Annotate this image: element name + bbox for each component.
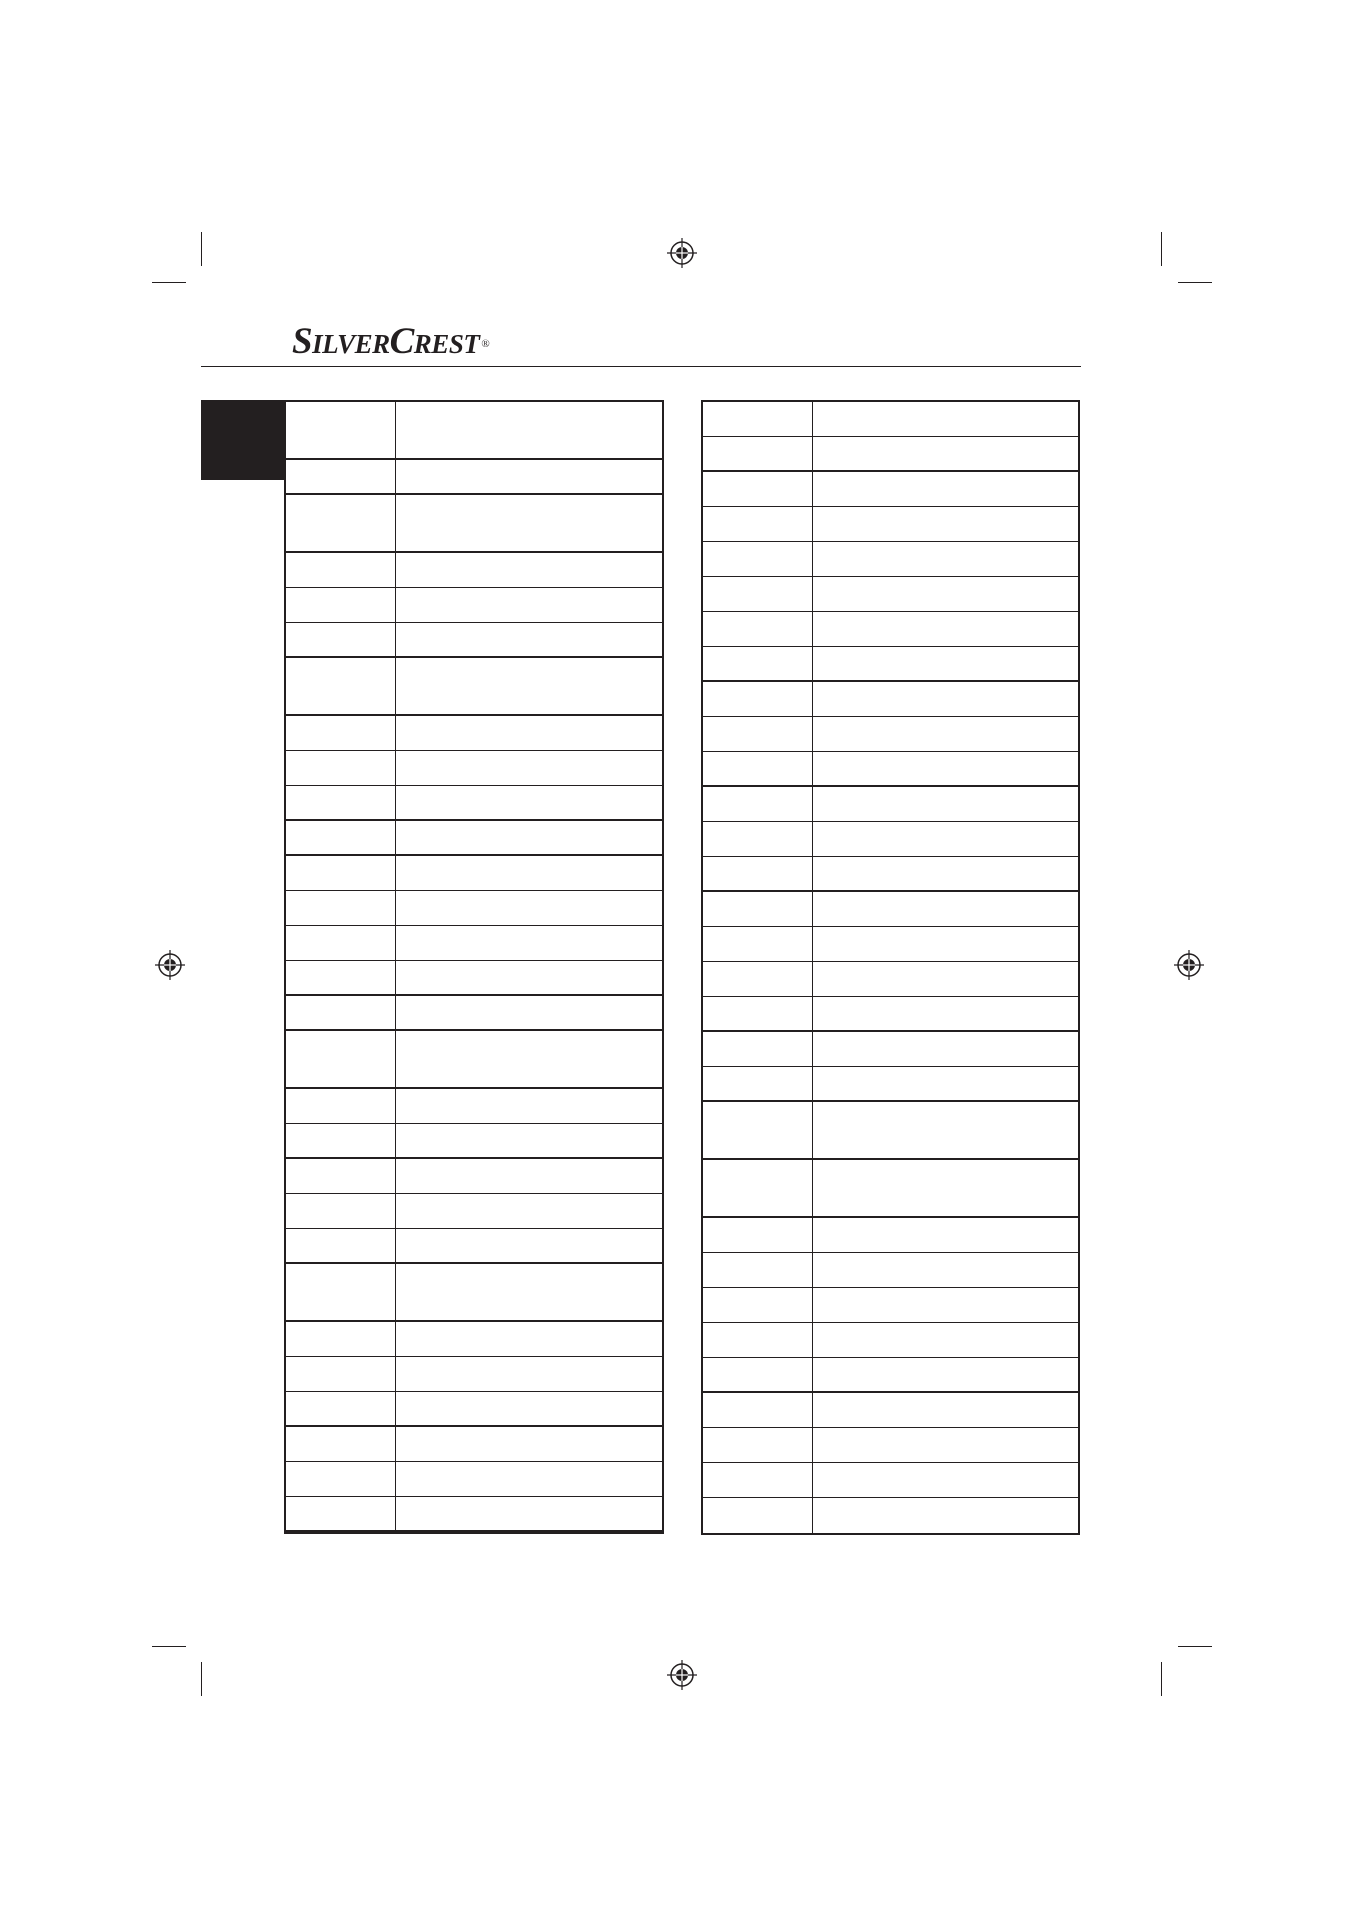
table-row — [286, 1392, 662, 1427]
table-cell-term — [703, 1218, 813, 1252]
table-cell-translation — [813, 472, 1078, 506]
table-cell-translation — [396, 1264, 662, 1320]
table-cell-term — [703, 577, 813, 611]
table-cell-translation — [396, 623, 662, 656]
brand-initial-2: C — [389, 321, 414, 362]
table-cell-term — [286, 1264, 396, 1320]
table-cell-term — [286, 891, 396, 925]
table-cell-translation — [396, 553, 662, 587]
table-row — [703, 752, 1078, 787]
table-cell-term — [286, 856, 396, 890]
table-cell-translation — [813, 787, 1078, 821]
table-row — [703, 857, 1078, 892]
table-cell-term — [286, 1124, 396, 1157]
table-cell-term — [703, 647, 813, 680]
table-row — [703, 1323, 1078, 1358]
table-cell-translation — [813, 682, 1078, 716]
table-row — [703, 1428, 1078, 1463]
table-row — [286, 1462, 662, 1497]
table-cell-term — [703, 1032, 813, 1066]
table-cell-term — [703, 1323, 813, 1357]
table-row — [703, 1218, 1078, 1253]
table-row — [286, 1031, 662, 1089]
table-cell-translation — [396, 1089, 662, 1123]
table-row — [286, 1229, 662, 1264]
table-cell-term — [286, 961, 396, 994]
table-row — [703, 472, 1078, 507]
table-cell-translation — [813, 647, 1078, 680]
table-cell-translation — [396, 786, 662, 819]
table-cell-translation — [396, 926, 662, 960]
table-row — [286, 402, 662, 460]
table-row — [286, 1497, 662, 1532]
crop-mark-bottom-left-horizontal — [152, 1646, 186, 1647]
registration-top-icon — [667, 238, 697, 268]
table-row — [286, 658, 662, 716]
table-cell-translation — [396, 460, 662, 493]
table-cell-term — [703, 857, 813, 890]
table-cell-term — [703, 822, 813, 856]
table-cell-translation — [813, 962, 1078, 996]
table-cell-term — [286, 1089, 396, 1123]
table-row — [703, 1067, 1078, 1102]
table-cell-term — [286, 402, 396, 458]
table-row — [703, 1288, 1078, 1323]
table-row — [703, 612, 1078, 647]
crop-mark-top-right-horizontal — [1178, 282, 1212, 283]
table-cell-term — [703, 437, 813, 470]
table-cell-translation — [813, 612, 1078, 646]
table-cell-term — [703, 892, 813, 926]
table-cell-term — [286, 553, 396, 587]
table-cell-term — [703, 997, 813, 1030]
table-row — [286, 1124, 662, 1159]
table-cell-translation — [813, 1102, 1078, 1158]
table-row — [703, 682, 1078, 717]
table-cell-translation — [396, 1462, 662, 1496]
table-cell-translation — [813, 857, 1078, 890]
crop-mark-top-left-vertical — [201, 232, 202, 266]
table-cell-term — [286, 821, 396, 854]
table-cell-translation — [813, 1288, 1078, 1322]
table-row — [703, 1463, 1078, 1498]
table-cell-term — [703, 752, 813, 785]
table-row — [703, 1253, 1078, 1288]
table-cell-translation — [813, 1032, 1078, 1066]
table-cell-translation — [813, 1358, 1078, 1391]
table-cell-term — [703, 1463, 813, 1497]
table-cell-term — [286, 1159, 396, 1193]
table-cell-translation — [396, 961, 662, 994]
table-row — [703, 1102, 1078, 1160]
table-cell-translation — [813, 1160, 1078, 1216]
table-cell-translation — [396, 1159, 662, 1193]
table-cell-term — [703, 612, 813, 646]
table-row — [286, 926, 662, 961]
crop-mark-top-left-horizontal — [152, 282, 186, 283]
table-cell-term — [703, 927, 813, 961]
table-cell-term — [286, 786, 396, 819]
left-table — [284, 400, 664, 1534]
table-cell-translation — [396, 495, 662, 551]
table-row — [286, 460, 662, 495]
table-row — [703, 1498, 1078, 1533]
table-cell-translation — [813, 892, 1078, 926]
brand-rest-2: REST — [413, 329, 480, 359]
table-cell-translation — [813, 1498, 1078, 1533]
table-cell-translation — [396, 402, 662, 458]
table-cell-translation — [813, 1218, 1078, 1252]
table-cell-term — [703, 1428, 813, 1462]
table-row — [286, 856, 662, 891]
table-cell-translation — [396, 1229, 662, 1262]
table-cell-term — [703, 1102, 813, 1158]
table-cell-term — [703, 472, 813, 506]
table-cell-translation — [396, 996, 662, 1029]
table-cell-translation — [396, 821, 662, 854]
table-cell-term — [286, 996, 396, 1029]
table-row — [286, 996, 662, 1031]
table-cell-term — [286, 1031, 396, 1087]
table-cell-translation — [813, 1323, 1078, 1357]
table-row — [703, 717, 1078, 752]
table-cell-translation — [813, 1393, 1078, 1427]
table-cell-term — [286, 1392, 396, 1425]
table-cell-term — [286, 1427, 396, 1461]
table-row — [703, 1393, 1078, 1428]
table-row — [703, 402, 1078, 437]
table-cell-term — [703, 1160, 813, 1216]
table-cell-translation — [396, 1497, 662, 1530]
table-row — [286, 1159, 662, 1194]
table-cell-translation — [396, 1124, 662, 1157]
table-cell-term — [703, 402, 813, 436]
table-cell-translation — [396, 1392, 662, 1425]
table-cell-term — [703, 1253, 813, 1287]
table-cell-term — [703, 507, 813, 541]
table-cell-translation — [396, 1322, 662, 1356]
table-cell-term — [703, 1288, 813, 1322]
table-row — [286, 961, 662, 996]
table-row — [703, 437, 1078, 472]
table-row — [286, 553, 662, 588]
table-cell-term — [703, 717, 813, 751]
table-cell-term — [286, 658, 396, 714]
registered-mark: ® — [481, 337, 490, 350]
table-cell-translation — [813, 1463, 1078, 1497]
table-cell-translation — [396, 588, 662, 622]
table-cell-term — [703, 1498, 813, 1533]
table-cell-translation — [813, 577, 1078, 611]
table-cell-translation — [396, 716, 662, 750]
table-row — [703, 997, 1078, 1032]
table-cell-translation — [813, 997, 1078, 1030]
table-row — [703, 1032, 1078, 1067]
table-row — [286, 716, 662, 751]
table-cell-translation — [396, 891, 662, 925]
table-cell-translation — [396, 1031, 662, 1087]
table-cell-translation — [813, 507, 1078, 541]
table-row — [286, 495, 662, 553]
table-cell-term — [286, 1497, 396, 1530]
brand-initial-1: S — [292, 321, 313, 362]
table-cell-term — [286, 751, 396, 785]
table-row — [286, 1194, 662, 1229]
table-row — [703, 927, 1078, 962]
right-table — [701, 400, 1080, 1535]
table-cell-translation — [813, 437, 1078, 470]
table-cell-translation — [813, 752, 1078, 785]
table-cell-translation — [396, 751, 662, 785]
table-cell-term — [286, 460, 396, 493]
table-row — [703, 962, 1078, 997]
table-row — [286, 1427, 662, 1462]
crop-mark-top-right-vertical — [1161, 232, 1162, 266]
table-cell-translation — [396, 1194, 662, 1228]
table-cell-translation — [396, 1357, 662, 1391]
table-cell-term — [286, 1229, 396, 1262]
table-row — [286, 891, 662, 926]
table-row — [286, 821, 662, 856]
table-row — [703, 1358, 1078, 1393]
registration-left-icon — [155, 950, 185, 980]
table-cell-term — [703, 1358, 813, 1391]
table-cell-term — [703, 787, 813, 821]
table-cell-term — [286, 495, 396, 551]
table-row — [286, 588, 662, 623]
table-cell-term — [703, 962, 813, 996]
table-cell-term — [703, 542, 813, 576]
table-row — [703, 507, 1078, 542]
table-cell-translation — [813, 542, 1078, 576]
table-cell-term — [286, 1194, 396, 1228]
table-cell-term — [286, 588, 396, 622]
table-cell-term — [703, 1393, 813, 1427]
registration-right-icon — [1174, 950, 1204, 980]
table-cell-term — [703, 1067, 813, 1100]
crop-mark-bottom-left-vertical — [201, 1662, 202, 1696]
table-row — [703, 1160, 1078, 1218]
table-cell-translation — [813, 1067, 1078, 1100]
table-row — [286, 786, 662, 821]
table-row — [703, 822, 1078, 857]
brand-rest-1: ILVER — [312, 329, 390, 359]
header-rule — [201, 366, 1081, 367]
table-row — [703, 577, 1078, 612]
table-cell-translation — [813, 927, 1078, 961]
table-row — [286, 1264, 662, 1322]
table-cell-term — [286, 1462, 396, 1496]
table-row — [286, 1322, 662, 1357]
table-cell-translation — [813, 1253, 1078, 1287]
crop-mark-bottom-right-horizontal — [1178, 1646, 1212, 1647]
table-row — [286, 1357, 662, 1392]
table-row — [286, 751, 662, 786]
table-row — [703, 647, 1078, 682]
table-cell-translation — [396, 856, 662, 890]
brand-logo — [292, 320, 489, 363]
table-cell-translation — [813, 402, 1078, 436]
table-row — [703, 892, 1078, 927]
table-cell-translation — [396, 1427, 662, 1461]
table-cell-term — [286, 716, 396, 750]
table-cell-translation — [813, 1428, 1078, 1462]
language-tab — [201, 400, 284, 480]
table-cell-translation — [813, 717, 1078, 751]
table-row — [703, 787, 1078, 822]
table-row — [286, 1089, 662, 1124]
table-row — [703, 542, 1078, 577]
table-cell-term — [286, 1357, 396, 1391]
registration-bottom-icon — [667, 1660, 697, 1690]
table-cell-term — [703, 682, 813, 716]
table-row — [286, 623, 662, 658]
crop-mark-bottom-right-vertical — [1161, 1662, 1162, 1696]
table-cell-term — [286, 926, 396, 960]
table-cell-translation — [396, 658, 662, 714]
table-cell-term — [286, 623, 396, 656]
table-cell-translation — [813, 822, 1078, 856]
table-cell-term — [286, 1322, 396, 1356]
